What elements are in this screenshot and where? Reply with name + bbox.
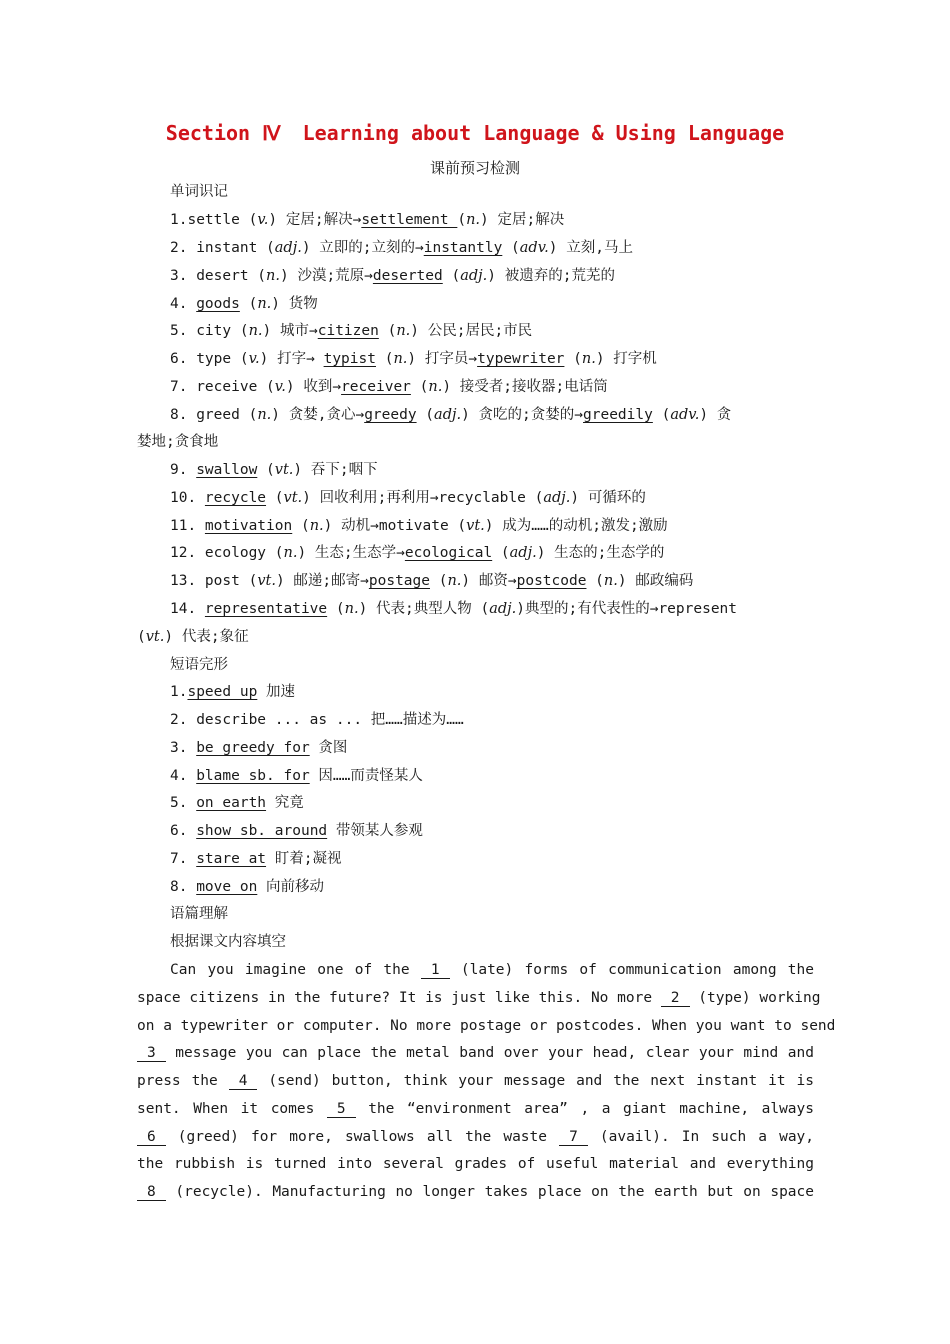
phrase-item-4: 4. blame sb. for 因……而责怪某人 [170, 768, 423, 784]
passage-instruction: 根据课文内容填空 [170, 934, 286, 950]
blank-7[interactable]: 7 [559, 1129, 588, 1146]
vocab-item-6: 6. type (v.) 打字→ typist (n.) 打字员→typewriter (n.) 打字机 [170, 351, 657, 367]
vocab-item-4: 4. goods (n.) 货物 [170, 296, 318, 312]
passage-line-4: 3 message you can place the metal band over your head, clear your mind and [137, 1043, 814, 1063]
answer: instantly [423, 240, 503, 256]
blank-6[interactable]: 6 [137, 1129, 166, 1146]
vocab-item-5: 5. city (n.) 城市→citizen (n.) 公民;居民;市民 [170, 323, 533, 339]
answer: typewriter [477, 351, 565, 367]
answer: on earth [196, 795, 267, 811]
phrase-item-3: 3. be greedy for 贪图 [170, 740, 348, 756]
passage-line-8: the rubbish is turned into several grades of useful material and everything [137, 1156, 814, 1172]
answer: settlement [361, 212, 458, 228]
answer: swallow [196, 462, 258, 478]
vocab-item-3: 3. desert (n.) 沙漠;荒原→deserted (adj.) 被遗弃的;荒芜的 [170, 268, 615, 284]
answer: citizen [317, 323, 379, 339]
title-section-number: Section Ⅳ [165, 121, 281, 145]
blank-4[interactable]: 4 [229, 1073, 258, 1090]
answer: blame sb. for [196, 768, 310, 784]
passage-line-3: on a typewriter or computer. No more postage or postcodes. When you want to send [137, 1018, 836, 1034]
answer: speed up [187, 684, 258, 700]
answer: recycle [204, 490, 267, 506]
title-text: Learning about Language & Using Language [302, 121, 785, 145]
phrase-item-5: 5. on earth 究竟 [170, 795, 304, 811]
answer: ecological [404, 545, 493, 561]
vocab-item-8-continued: 婪地;贪食地 [137, 434, 219, 450]
answer: greedy [364, 407, 417, 423]
vocab-item-14: 14. representative (n.) 代表;典型人物 (adj.)典型的;有代表性的→represent [170, 601, 738, 617]
answer: postage [368, 573, 430, 589]
blank-5[interactable]: 5 [327, 1101, 356, 1118]
vocab-item-11: 11. motivation (n.) 动机→motivate (vt.) 成为……的动机;激发;激励 [170, 518, 668, 534]
phrase-item-2: 2. describe ... as ... 把……描述为…… [170, 712, 464, 728]
answer: move on [196, 879, 258, 895]
answer: receiver [341, 379, 411, 395]
vocab-item-1: 1.settle (v.) 定居;解决→settlement (n.) 定居;解决 [170, 212, 565, 228]
blank-8[interactable]: 8 [137, 1184, 166, 1201]
subtitle: 课前预习检测 [429, 159, 520, 177]
vocab-item-7: 7. receive (v.) 收到→receiver (n.) 接受者;接收器;电话筒 [170, 379, 608, 395]
passage-line-1: Can you imagine one of the 1 (late) forms of communication among the [170, 962, 814, 978]
passage-line-9: 8 (recycle). Manufacturing no longer takes place on the earth but on space [137, 1182, 814, 1202]
answer: typist [323, 351, 376, 367]
vocab-item-12: 12. ecology (n.) 生态;生态学→ecological (adj.) 生态的;生态学的 [170, 545, 665, 561]
vocab-item-14-continued: (vt.) 代表;象征 [137, 629, 249, 645]
vocab-heading: 单词识记 [170, 184, 228, 200]
passage-line-5: press the 4 (send) button, think your message and the next instant it is [137, 1073, 814, 1089]
section-title [0, 121, 950, 145]
answer: deserted [372, 268, 443, 284]
answer: greedily [583, 407, 653, 423]
passage-line-2: space citizens in the future? It is just like this. No more 2 (type) working [137, 990, 821, 1006]
blank-2[interactable]: 2 [661, 990, 690, 1007]
passage-line-7: 6 (greed) for more, swallows all the waste 7 (avail). In such a way, [137, 1127, 814, 1147]
answer: show sb. around [196, 823, 328, 839]
phrase-item-1: 1.speed up 加速 [170, 684, 296, 700]
answer: motivation [204, 518, 293, 534]
passage-heading: 语篇理解 [170, 906, 228, 922]
phrase-item-7: 7. stare at 盯着;凝视 [170, 851, 342, 867]
vocab-item-8: 8. greed (n.) 贪婪,贪心→greedy (adj.) 贪吃的;贪婪的→greedily (adv.) 贪 [170, 407, 732, 423]
answer: postcode [516, 573, 587, 589]
vocab-item-9: 9. swallow (vt.) 吞下;咽下 [170, 462, 378, 478]
answer: be greedy for [196, 740, 310, 756]
answer: representative [204, 601, 328, 617]
answer: stare at [196, 851, 267, 867]
phrase-item-6: 6. show sb. around 带领某人参观 [170, 823, 423, 839]
blank-1[interactable]: 1 [421, 962, 450, 979]
blank-3[interactable]: 3 [137, 1045, 166, 1062]
vocab-item-10: 10. recycle (vt.) 回收利用;再利用→recyclable (adj.) 可循环的 [170, 490, 646, 506]
phrase-item-8: 8. move on 向前移动 [170, 879, 325, 895]
passage-line-6: sent. When it comes 5 the “environment area” , a giant machine, always [137, 1101, 814, 1117]
answer: goods [196, 296, 240, 312]
vocab-item-13: 13. post (vt.) 邮递;邮寄→postage (n.) 邮资→postcode (n.) 邮政编码 [170, 573, 694, 589]
phrases-heading: 短语完形 [170, 657, 228, 673]
vocab-item-2: 2. instant (adj.) 立即的;立刻的→instantly (adv.) 立刻,马上 [170, 240, 633, 256]
